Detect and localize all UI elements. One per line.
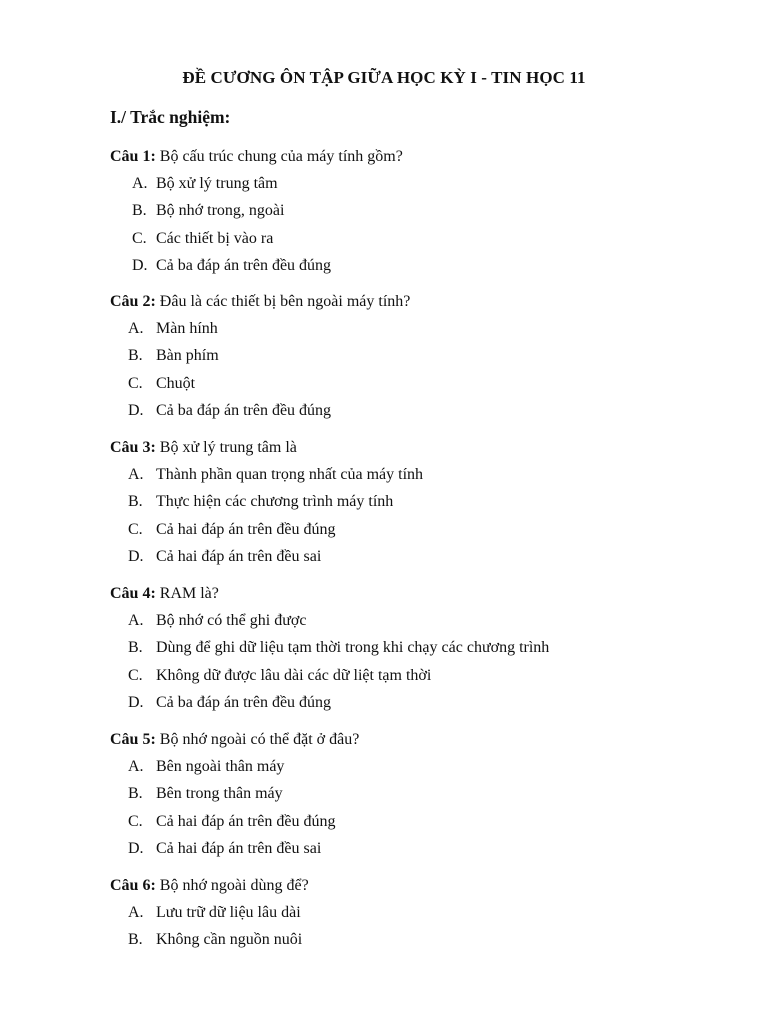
option-text: Không dữ được lâu dài các dữ liệt tạm thời [156, 666, 432, 684]
option-letter: A. [128, 758, 144, 775]
question-6 [110, 876, 730, 958]
answer-option[interactable] [110, 229, 730, 256]
option-text: Bộ nhớ trong, ngoài [156, 202, 285, 220]
option-text: Cả ba đáp án trên đều đúng [156, 693, 332, 711]
answer-option[interactable] [110, 784, 730, 811]
question-label: Câu 5: [110, 731, 156, 748]
option-letter: D. [128, 839, 144, 857]
answer-option[interactable] [110, 839, 730, 866]
question-text: RAM là? [159, 585, 219, 602]
option-text: Bên trong thân máy [156, 785, 283, 803]
question-text: Bộ xử lý trung tâm là [159, 439, 297, 456]
option-letter: C. [132, 229, 147, 247]
answer-option[interactable] [110, 346, 730, 373]
answer-option[interactable] [110, 465, 730, 492]
question-3 [110, 438, 730, 574]
option-text: Không cần nguồn nuôi [156, 931, 303, 949]
question-text: Bộ nhớ ngoài có thể đặt ở đâu? [159, 731, 360, 748]
option-text: Dùng để ghi dữ liệu tạm thời trong khi chạy các chương trình [156, 639, 550, 657]
option-letter: C. [128, 666, 143, 684]
option-letter: A. [128, 320, 144, 337]
option-letter: C. [128, 812, 143, 830]
option-letter: D. [128, 547, 144, 565]
section-heading: I./ Trắc nghiệm: [110, 107, 231, 127]
answer-option[interactable] [110, 611, 730, 638]
option-text: Bên ngoài thân máy [156, 758, 285, 775]
question-4 [110, 584, 730, 720]
option-letter: C. [128, 374, 143, 392]
answer-option[interactable] [110, 757, 730, 784]
option-letter: A. [128, 904, 144, 921]
answer-option[interactable] [110, 666, 730, 693]
question-label: Câu 1: [110, 148, 156, 165]
answer-option[interactable] [110, 638, 730, 665]
option-text: Cả ba đáp án trên đều đúng [156, 256, 332, 274]
option-text: Thành phần quan trọng nhất của máy tính [156, 466, 424, 483]
question-5 [110, 730, 730, 866]
option-text: Bàn phím [156, 347, 219, 365]
option-letter: D. [128, 693, 144, 711]
question-1 [110, 147, 730, 283]
option-text: Các thiết bị vào ra [156, 229, 274, 247]
option-text: Cả hai đáp án trên đều sai [156, 547, 322, 565]
question-text: Bộ nhớ ngoài dùng để? [159, 877, 309, 894]
option-letter: D. [128, 401, 144, 419]
option-text: Bộ xử lý trung tâm [156, 175, 278, 192]
option-text: Màn hính [156, 320, 218, 337]
answer-option[interactable] [110, 930, 730, 957]
answer-option[interactable] [110, 401, 730, 428]
option-letter: C. [128, 520, 143, 538]
option-text: Cả ba đáp án trên đều đúng [156, 401, 332, 419]
answer-option[interactable] [110, 201, 730, 228]
question-label: Câu 6: [110, 877, 156, 894]
question-text: Bộ cấu trúc chung của máy tính gồm? [159, 148, 403, 165]
option-text: Cả hai đáp án trên đều đúng [156, 812, 336, 830]
option-letter: A. [128, 612, 144, 629]
answer-option[interactable] [110, 547, 730, 574]
answer-option[interactable] [110, 903, 730, 930]
option-text: Thực hiện các chương trình máy tính [156, 493, 394, 511]
option-letter: B. [128, 639, 143, 657]
option-letter: B. [128, 785, 143, 803]
answer-option[interactable] [110, 492, 730, 519]
option-letter: A. [132, 175, 148, 192]
question-2 [110, 292, 730, 428]
answer-option[interactable] [110, 319, 730, 346]
option-letter: B. [128, 347, 143, 365]
option-text: Cả hai đáp án trên đều sai [156, 839, 322, 857]
document-title: ĐỀ CƯƠNG ÔN TẬP GIỮA HỌC KỲ I - TIN HỌC 11 [182, 68, 586, 87]
option-text: Bộ nhớ có thể ghi được [156, 612, 307, 629]
question-label: Câu 4: [110, 585, 156, 602]
answer-option[interactable] [110, 174, 730, 201]
answer-option[interactable] [110, 693, 730, 720]
option-letter: B. [128, 493, 143, 511]
option-letter: B. [132, 202, 147, 220]
answer-option[interactable] [110, 256, 730, 283]
answer-option[interactable] [110, 374, 730, 401]
option-letter: A. [128, 466, 144, 483]
option-text: Cả hai đáp án trên đều đúng [156, 520, 336, 538]
question-label: Câu 3: [110, 439, 156, 456]
answer-option[interactable] [110, 812, 730, 839]
option-letter: B. [128, 931, 143, 949]
answer-option[interactable] [110, 520, 730, 547]
question-label: Câu 2: [110, 293, 156, 310]
option-letter: D. [132, 256, 148, 274]
question-text: Đâu là các thiết bị bên ngoài máy tính? [159, 293, 411, 310]
option-text: Lưu trữ dữ liệu lâu dài [156, 904, 301, 921]
option-text: Chuột [156, 374, 196, 392]
